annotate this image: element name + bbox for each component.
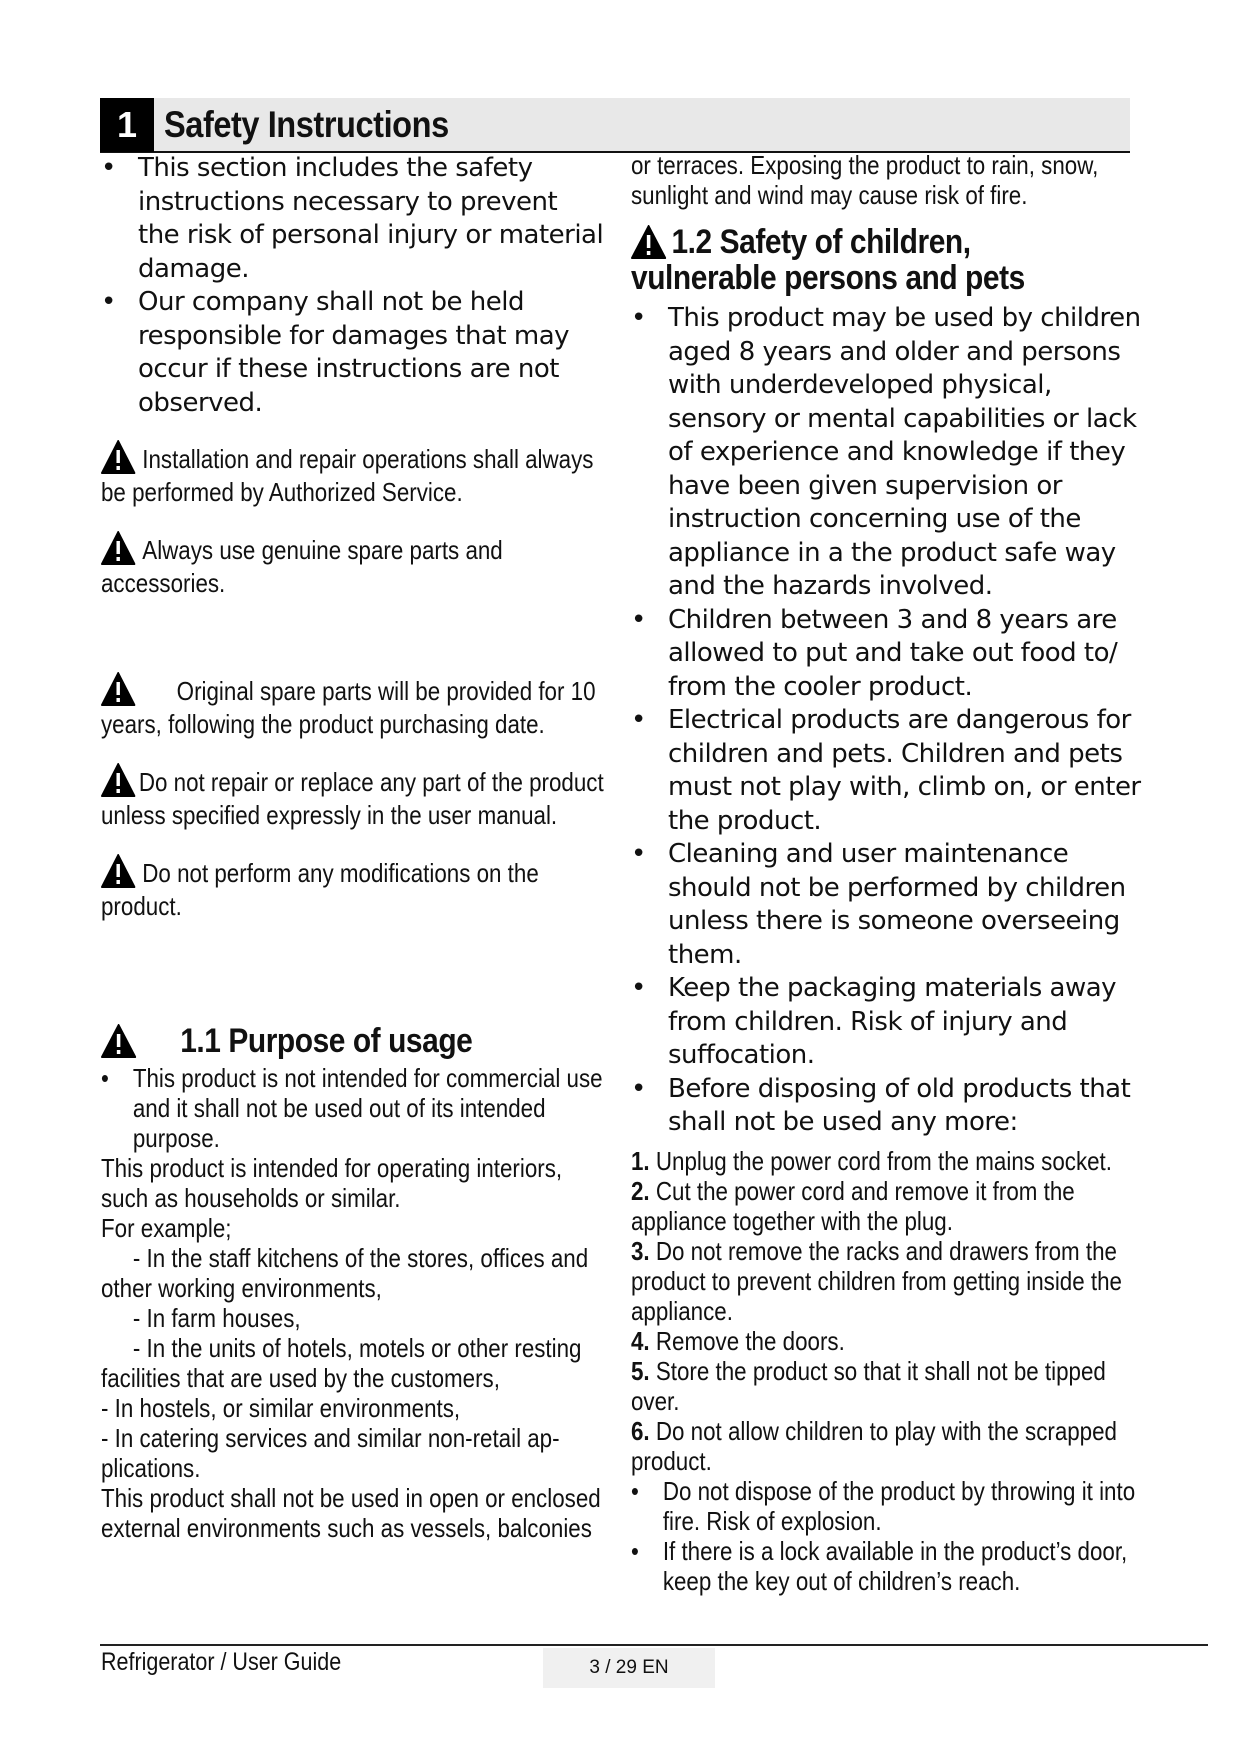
warning-icon [101,531,135,565]
children-heading-line-1: 1.2 Safety of children, [671,223,971,261]
step-number: 1. [631,1145,650,1176]
warning-icon [101,854,135,888]
warning-do-not-repair [101,763,605,832]
final-list [631,1476,1145,1596]
warning-authorized-service [101,440,605,509]
step-text: Do not remove the racks and drawers from the product to prevent children from getting inside the appliance. [631,1235,1122,1326]
intro-bullet-2: • Our company shall not be held responsible for damages that may occur if these instructions are not observed. [101,286,606,420]
warning-text-3: Original spare parts will be provided for 10 years, following the product purchasing date. [101,676,596,739]
purpose-text-1: This product is intended for operating interiors, such as households or similar. [101,1153,563,1213]
purpose-example-2: - In farm houses, [132,1303,301,1333]
footer-document-title: Refrigerator / User Guide [101,1648,342,1676]
purpose-bullet: • This product is not intended for commercial use and it shall not be used out of its intended purpose. [101,1063,605,1153]
step-text: Store the product so that it shall not be tipped over. [631,1355,1106,1416]
warning-no-modifications [101,854,605,923]
step-item [631,1176,1145,1236]
purpose-example-1: - In the staff kitchens of the stores, offices and other working environments, [101,1243,589,1303]
left-column [101,152,606,1543]
warning-text-2: Always use genuine spare parts and accessories. [101,535,503,598]
children-bullet-2: • Children between 3 and 8 years are allowed to put and take out food to/ from the cooler product. [631,604,1146,705]
footer-rule [100,1644,1208,1646]
purpose-text-3: This product shall not be used in open or enclosed external environments such as vessels, balconies [101,1483,601,1543]
children-bullet-5: • Keep the packaging materials away from children. Risk of injury and suffocation. [631,972,1146,1073]
chapter-title: Safety Instructions [164,104,449,145]
step-item [631,1356,1145,1416]
warning-text-5: Do not perform any modifications on the product. [101,858,539,921]
children-bullet-1: • This product may be used by children aged 8 years and older and persons with underdeveloped physical, sensory or mental capabilities or lack of experience and knowledge if they have been given supervision or instruction concerning use of the appliance in a the product safe way and the hazards involved. [631,302,1146,604]
purpose-example-5: - In catering services and similar non-retail ap-plications. [101,1423,560,1483]
children-bullet-6: • Before disposing of old products that shall not be used any more: [631,1073,1146,1140]
children-bullet-3: • Electrical products are dangerous for children and pets. Children and pets must not play with, climb on, or enter the product. [631,704,1146,838]
children-heading-line-2: vulnerable persons and pets [631,259,1025,297]
step-text: Remove the doors. [655,1325,845,1356]
children-heading [631,224,1148,296]
purpose-heading-text: 1.1 Purpose of usage [180,1022,473,1060]
step-item [631,1146,1145,1176]
children-bullet-4: • Cleaning and user maintenance should not be performed by children unless there is someone overseeing them. [631,838,1146,972]
warning-icon [101,440,135,474]
step-item [631,1416,1145,1476]
warning-icon [101,763,135,797]
warning-original-parts [101,672,605,741]
purpose-list [101,1063,605,1153]
step-number: 2. [631,1175,650,1206]
right-column [631,150,1146,1596]
warning-text-1: Installation and repair operations shall always be performed by Authorized Service. [101,444,594,507]
step-item [631,1326,1145,1356]
purpose-heading [101,1023,608,1059]
warning-icon [101,672,135,706]
intro-bullet-1: • This section includes the safety instructions necessary to prevent the risk of personal injury or material damage. [101,152,606,286]
chapter-number: 1 [100,98,154,152]
step-number: 4. [631,1325,650,1356]
step-text: Do not allow children to play with the scrapped product. [631,1415,1117,1476]
children-list [631,302,1146,1140]
disposal-steps [631,1146,1145,1596]
warning-text-4: Do not repair or replace any part of the product unless specified expressly in the user manual. [101,767,604,830]
warning-icon [631,225,666,259]
footer-page-number: 3 / 29 EN [543,1648,715,1688]
intro-list [101,152,606,420]
purpose-example-3: - In the units of hotels, motels or other resting facilities that are used by the customers, [101,1333,582,1393]
continued-text: or terraces. Exposing the product to rain, snow, sunlight and wind may cause risk of fire. [631,150,1099,210]
warning-genuine-parts [101,531,605,600]
step-number: 5. [631,1355,650,1386]
final-bullet-2: • If there is a lock available in the product’s door, keep the key out of children’s reach. [631,1536,1145,1596]
final-bullet-1: • Do not dispose of the product by throwing it into fire. Risk of explosion. [631,1476,1145,1536]
purpose-example-4: - In hostels, or similar environments, [101,1393,461,1423]
step-text: Unplug the power cord from the mains socket. [655,1145,1112,1176]
step-text: Cut the power cord and remove it from the appliance together with the plug. [631,1175,1075,1236]
purpose-body [101,1063,605,1543]
purpose-text-2: For example; [101,1213,232,1243]
step-item [631,1236,1145,1326]
step-number: 6. [631,1415,650,1446]
step-number: 3. [631,1235,650,1266]
warning-icon [101,1024,136,1058]
